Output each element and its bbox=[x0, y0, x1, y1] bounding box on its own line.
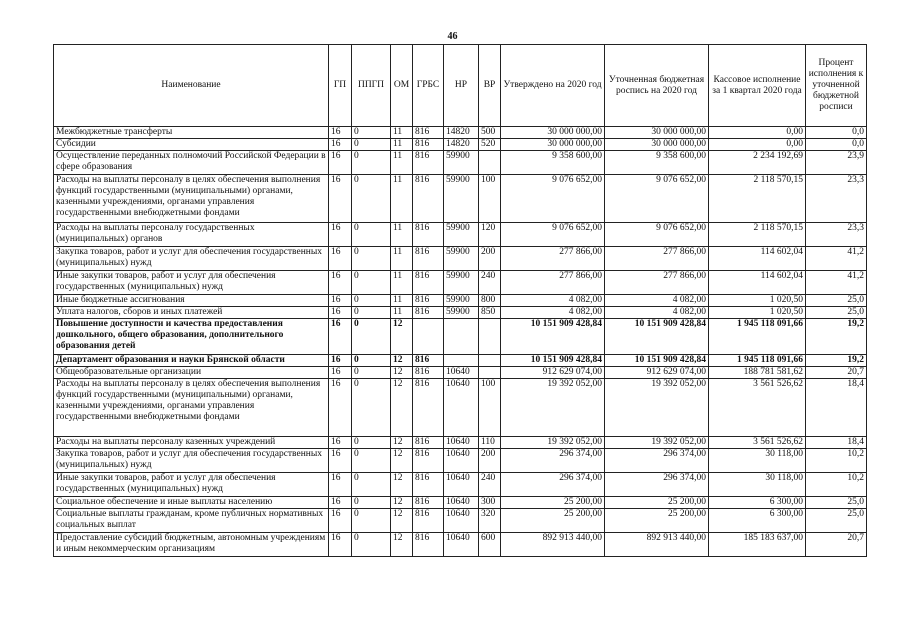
cell-refined: 30 000 000,00 bbox=[605, 127, 709, 139]
cell-nr: 10640 bbox=[444, 509, 479, 533]
cell-nr: 14820 bbox=[444, 139, 479, 151]
cell-pgp: 0 bbox=[352, 533, 391, 557]
cell-cash: 185 183 637,00 bbox=[709, 533, 806, 557]
cell-refined: 25 200,00 bbox=[605, 509, 709, 533]
table-row bbox=[54, 247, 867, 271]
cell-nr: 59900 bbox=[444, 271, 479, 295]
cell-percent: 41,2 bbox=[806, 271, 867, 295]
cell-cash: 0,00 bbox=[709, 127, 806, 139]
cell-vr: 500 bbox=[479, 127, 501, 139]
cell-gp: 16 bbox=[329, 533, 352, 557]
cell-vr: 200 bbox=[479, 449, 501, 473]
cell-om: 11 bbox=[391, 295, 413, 307]
cell-gp: 16 bbox=[329, 473, 352, 497]
table-row bbox=[54, 139, 867, 151]
cell-vr: 600 bbox=[479, 533, 501, 557]
cell-cash: 2 234 192,69 bbox=[709, 151, 806, 175]
cell-om: 12 bbox=[391, 319, 413, 355]
cell-gp: 16 bbox=[329, 319, 352, 355]
cell-grbs: 816 bbox=[413, 509, 444, 533]
cell-name: Департамент образования и науки Брянской области bbox=[54, 355, 329, 367]
cell-name: Социальное обеспечение и иные выплаты населению bbox=[54, 497, 329, 509]
cell-approved: 19 392 052,00 bbox=[501, 379, 605, 437]
cell-refined: 892 913 440,00 bbox=[605, 533, 709, 557]
cell-cash: 114 602,04 bbox=[709, 247, 806, 271]
cell-name: Повышение доступности и качества предоставления дошкольного, общего образования, дополнительного образования детей bbox=[54, 319, 329, 355]
cell-name: Субсидии bbox=[54, 139, 329, 151]
cell-percent: 25,0 bbox=[806, 295, 867, 307]
cell-om: 11 bbox=[391, 175, 413, 223]
header-percent: Процент исполнения к уточненной бюджетной росписи bbox=[806, 45, 867, 127]
cell-om: 12 bbox=[391, 533, 413, 557]
cell-name: Иные закупки товаров, работ и услуг для обеспечения государственных (муниципальных) нужд bbox=[54, 473, 329, 497]
cell-name: Закупка товаров, работ и услуг для обеспечения государственных (муниципальных) нужд bbox=[54, 247, 329, 271]
cell-om: 12 bbox=[391, 509, 413, 533]
cell-gp: 16 bbox=[329, 497, 352, 509]
cell-approved: 25 200,00 bbox=[501, 509, 605, 533]
cell-cash: 3 561 526,62 bbox=[709, 437, 806, 449]
header-name: Наименование bbox=[54, 45, 329, 127]
cell-grbs: 816 bbox=[413, 295, 444, 307]
cell-pgp: 0 bbox=[352, 473, 391, 497]
table-row bbox=[54, 127, 867, 139]
cell-nr: 59900 bbox=[444, 295, 479, 307]
cell-om: 11 bbox=[391, 271, 413, 295]
table-row bbox=[54, 379, 867, 437]
header-vr: ВР bbox=[479, 45, 501, 127]
cell-vr bbox=[479, 151, 501, 175]
cell-gp: 16 bbox=[329, 509, 352, 533]
cell-cash: 2 118 570,15 bbox=[709, 223, 806, 247]
cell-refined: 25 200,00 bbox=[605, 497, 709, 509]
cell-approved: 4 082,00 bbox=[501, 295, 605, 307]
cell-om: 12 bbox=[391, 367, 413, 379]
cell-om: 12 bbox=[391, 449, 413, 473]
table-body bbox=[54, 127, 867, 557]
cell-nr: 59900 bbox=[444, 223, 479, 247]
cell-nr: 10640 bbox=[444, 437, 479, 449]
cell-gp: 16 bbox=[329, 247, 352, 271]
cell-approved: 912 629 074,00 bbox=[501, 367, 605, 379]
cell-approved: 277 866,00 bbox=[501, 271, 605, 295]
cell-gp: 16 bbox=[329, 437, 352, 449]
cell-gp: 16 bbox=[329, 379, 352, 437]
cell-vr bbox=[479, 367, 501, 379]
cell-gp: 16 bbox=[329, 295, 352, 307]
header-approved: Утверждено на 2020 год bbox=[501, 45, 605, 127]
cell-cash: 114 602,04 bbox=[709, 271, 806, 295]
cell-om: 12 bbox=[391, 355, 413, 367]
cell-refined: 10 151 909 428,84 bbox=[605, 355, 709, 367]
cell-om: 11 bbox=[391, 127, 413, 139]
header-gp: ГП bbox=[329, 45, 352, 127]
cell-approved: 25 200,00 bbox=[501, 497, 605, 509]
cell-om: 11 bbox=[391, 307, 413, 319]
cell-name: Предоставление субсидий бюджетным, автономным учреждениям и иным некоммерческим организациям bbox=[54, 533, 329, 557]
cell-om: 11 bbox=[391, 223, 413, 247]
cell-pgp: 0 bbox=[352, 319, 391, 355]
cell-approved: 296 374,00 bbox=[501, 449, 605, 473]
cell-grbs: 816 bbox=[413, 271, 444, 295]
cell-name: Расходы на выплаты персоналу казенных учреждений bbox=[54, 437, 329, 449]
table-row bbox=[54, 175, 867, 223]
cell-cash: 188 781 581,62 bbox=[709, 367, 806, 379]
cell-grbs: 816 bbox=[413, 223, 444, 247]
cell-om: 12 bbox=[391, 497, 413, 509]
cell-pgp: 0 bbox=[352, 271, 391, 295]
cell-percent: 10,2 bbox=[806, 449, 867, 473]
cell-refined: 296 374,00 bbox=[605, 473, 709, 497]
cell-vr: 800 bbox=[479, 295, 501, 307]
header-pgp: ППГП bbox=[352, 45, 391, 127]
cell-name: Расходы на выплаты персоналу государственных (муниципальных) органов bbox=[54, 223, 329, 247]
cell-percent: 18,4 bbox=[806, 437, 867, 449]
header-nr: НР bbox=[444, 45, 479, 127]
cell-refined: 19 392 052,00 bbox=[605, 437, 709, 449]
cell-approved: 9 358 600,00 bbox=[501, 151, 605, 175]
cell-pgp: 0 bbox=[352, 379, 391, 437]
cell-cash: 6 300,00 bbox=[709, 497, 806, 509]
cell-vr: 100 bbox=[479, 379, 501, 437]
cell-pgp: 0 bbox=[352, 307, 391, 319]
cell-cash: 30 118,00 bbox=[709, 473, 806, 497]
cell-om: 11 bbox=[391, 139, 413, 151]
cell-approved: 892 913 440,00 bbox=[501, 533, 605, 557]
cell-name: Осуществление переданных полномочий Российской Федерации в сфере образования bbox=[54, 151, 329, 175]
cell-percent: 19,2 bbox=[806, 319, 867, 355]
cell-approved: 30 000 000,00 bbox=[501, 139, 605, 151]
cell-approved: 19 392 052,00 bbox=[501, 437, 605, 449]
cell-vr: 240 bbox=[479, 271, 501, 295]
header-om: ОМ bbox=[391, 45, 413, 127]
cell-pgp: 0 bbox=[352, 151, 391, 175]
cell-percent: 20,7 bbox=[806, 533, 867, 557]
cell-refined: 912 629 074,00 bbox=[605, 367, 709, 379]
cell-cash: 6 300,00 bbox=[709, 509, 806, 533]
cell-gp: 16 bbox=[329, 367, 352, 379]
table-header-row bbox=[54, 45, 867, 127]
cell-grbs: 816 bbox=[413, 533, 444, 557]
cell-percent: 0,0 bbox=[806, 127, 867, 139]
cell-om: 12 bbox=[391, 437, 413, 449]
cell-percent: 19,2 bbox=[806, 355, 867, 367]
table-row bbox=[54, 307, 867, 319]
cell-grbs: 816 bbox=[413, 367, 444, 379]
cell-pgp: 0 bbox=[352, 367, 391, 379]
cell-vr: 520 bbox=[479, 139, 501, 151]
table-row bbox=[54, 355, 867, 367]
cell-refined: 30 000 000,00 bbox=[605, 139, 709, 151]
cell-refined: 9 076 652,00 bbox=[605, 175, 709, 223]
budget-execution-table bbox=[53, 44, 867, 557]
cell-refined: 19 392 052,00 bbox=[605, 379, 709, 437]
cell-nr: 10640 bbox=[444, 473, 479, 497]
cell-percent: 18,4 bbox=[806, 379, 867, 437]
cell-nr: 10640 bbox=[444, 367, 479, 379]
cell-pgp: 0 bbox=[352, 127, 391, 139]
cell-grbs: 816 bbox=[413, 175, 444, 223]
cell-pgp: 0 bbox=[352, 449, 391, 473]
cell-om: 12 bbox=[391, 473, 413, 497]
cell-gp: 16 bbox=[329, 139, 352, 151]
cell-gp: 16 bbox=[329, 271, 352, 295]
cell-grbs: 816 bbox=[413, 437, 444, 449]
table-row bbox=[54, 497, 867, 509]
cell-name: Общеобразовательные организации bbox=[54, 367, 329, 379]
table-row bbox=[54, 449, 867, 473]
table-row bbox=[54, 319, 867, 355]
cell-percent: 41,2 bbox=[806, 247, 867, 271]
cell-pgp: 0 bbox=[352, 223, 391, 247]
cell-gp: 16 bbox=[329, 127, 352, 139]
table-row bbox=[54, 367, 867, 379]
cell-vr: 120 bbox=[479, 223, 501, 247]
cell-vr: 850 bbox=[479, 307, 501, 319]
cell-pgp: 0 bbox=[352, 139, 391, 151]
table-row bbox=[54, 533, 867, 557]
cell-percent: 25,0 bbox=[806, 509, 867, 533]
cell-approved: 277 866,00 bbox=[501, 247, 605, 271]
cell-pgp: 0 bbox=[352, 295, 391, 307]
cell-nr: 59900 bbox=[444, 151, 479, 175]
table-row bbox=[54, 437, 867, 449]
cell-refined: 296 374,00 bbox=[605, 449, 709, 473]
cell-refined: 277 866,00 bbox=[605, 247, 709, 271]
header-cash: Кассовое исполнение за 1 квартал 2020 года bbox=[709, 45, 806, 127]
header-grbs: ГРБС bbox=[413, 45, 444, 127]
cell-name: Расходы на выплаты персоналу в целях обеспечения выполнения функций государственными (муниципальными) органами, казенными учреждениями, органами управления государственными внебюджетными фондами bbox=[54, 379, 329, 437]
cell-approved: 9 076 652,00 bbox=[501, 175, 605, 223]
cell-gp: 16 bbox=[329, 355, 352, 367]
cell-pgp: 0 bbox=[352, 355, 391, 367]
cell-refined: 4 082,00 bbox=[605, 307, 709, 319]
cell-nr: 14820 bbox=[444, 127, 479, 139]
table-row bbox=[54, 473, 867, 497]
cell-grbs: 816 bbox=[413, 139, 444, 151]
cell-refined: 9 358 600,00 bbox=[605, 151, 709, 175]
cell-vr: 200 bbox=[479, 247, 501, 271]
cell-nr: 10640 bbox=[444, 497, 479, 509]
cell-cash: 1 945 118 091,66 bbox=[709, 319, 806, 355]
cell-cash: 1 020,50 bbox=[709, 307, 806, 319]
table-row bbox=[54, 509, 867, 533]
cell-vr: 320 bbox=[479, 509, 501, 533]
cell-percent: 0,0 bbox=[806, 139, 867, 151]
cell-refined: 4 082,00 bbox=[605, 295, 709, 307]
cell-pgp: 0 bbox=[352, 437, 391, 449]
cell-grbs: 816 bbox=[413, 473, 444, 497]
cell-grbs: 816 bbox=[413, 247, 444, 271]
cell-vr: 300 bbox=[479, 497, 501, 509]
cell-percent: 23,9 bbox=[806, 151, 867, 175]
cell-refined: 10 151 909 428,84 bbox=[605, 319, 709, 355]
cell-nr bbox=[444, 319, 479, 355]
cell-grbs: 816 bbox=[413, 307, 444, 319]
cell-refined: 9 076 652,00 bbox=[605, 223, 709, 247]
table-row bbox=[54, 295, 867, 307]
cell-gp: 16 bbox=[329, 151, 352, 175]
cell-pgp: 0 bbox=[352, 509, 391, 533]
cell-grbs: 816 bbox=[413, 127, 444, 139]
cell-refined: 277 866,00 bbox=[605, 271, 709, 295]
table-row bbox=[54, 151, 867, 175]
cell-nr: 10640 bbox=[444, 533, 479, 557]
cell-gp: 16 bbox=[329, 449, 352, 473]
cell-om: 12 bbox=[391, 379, 413, 437]
cell-nr: 59900 bbox=[444, 247, 479, 271]
cell-percent: 20,7 bbox=[806, 367, 867, 379]
cell-nr: 59900 bbox=[444, 307, 479, 319]
header-refined: Уточненная бюджетная роспись на 2020 год bbox=[605, 45, 709, 127]
cell-name: Межбюджетные трансферты bbox=[54, 127, 329, 139]
cell-grbs: 816 bbox=[413, 449, 444, 473]
cell-cash: 2 118 570,15 bbox=[709, 175, 806, 223]
cell-grbs: 816 bbox=[413, 355, 444, 367]
cell-grbs: 816 bbox=[413, 379, 444, 437]
cell-nr: 10640 bbox=[444, 379, 479, 437]
cell-cash: 1 945 118 091,66 bbox=[709, 355, 806, 367]
cell-grbs bbox=[413, 319, 444, 355]
cell-gp: 16 bbox=[329, 307, 352, 319]
cell-om: 11 bbox=[391, 247, 413, 271]
cell-nr: 10640 bbox=[444, 449, 479, 473]
cell-nr bbox=[444, 355, 479, 367]
cell-name: Иные закупки товаров, работ и услуг для обеспечения государственных (муниципальных) нужд bbox=[54, 271, 329, 295]
cell-om: 11 bbox=[391, 151, 413, 175]
cell-vr bbox=[479, 319, 501, 355]
cell-approved: 10 151 909 428,84 bbox=[501, 355, 605, 367]
cell-name: Иные бюджетные ассигнования bbox=[54, 295, 329, 307]
cell-pgp: 0 bbox=[352, 497, 391, 509]
cell-approved: 30 000 000,00 bbox=[501, 127, 605, 139]
cell-name: Уплата налогов, сборов и иных платежей bbox=[54, 307, 329, 319]
cell-nr: 59900 bbox=[444, 175, 479, 223]
cell-pgp: 0 bbox=[352, 247, 391, 271]
cell-percent: 23,3 bbox=[806, 175, 867, 223]
cell-gp: 16 bbox=[329, 175, 352, 223]
cell-approved: 9 076 652,00 bbox=[501, 223, 605, 247]
cell-cash: 1 020,50 bbox=[709, 295, 806, 307]
cell-vr bbox=[479, 355, 501, 367]
cell-percent: 25,0 bbox=[806, 497, 867, 509]
cell-vr: 240 bbox=[479, 473, 501, 497]
cell-percent: 10,2 bbox=[806, 473, 867, 497]
cell-approved: 4 082,00 bbox=[501, 307, 605, 319]
page-number: 46 bbox=[447, 31, 458, 42]
cell-name: Расходы на выплаты персоналу в целях обеспечения выполнения функций государственными (муниципальными) органами, казенными учреждениями, органами управления государственными внебюджетными фондами bbox=[54, 175, 329, 223]
cell-cash: 0,00 bbox=[709, 139, 806, 151]
cell-percent: 23,3 bbox=[806, 223, 867, 247]
cell-percent: 25,0 bbox=[806, 307, 867, 319]
cell-gp: 16 bbox=[329, 223, 352, 247]
table-row bbox=[54, 223, 867, 247]
cell-cash: 30 118,00 bbox=[709, 449, 806, 473]
cell-pgp: 0 bbox=[352, 175, 391, 223]
cell-name: Закупка товаров, работ и услуг для обеспечения государственных (муниципальных) нужд bbox=[54, 449, 329, 473]
cell-grbs: 816 bbox=[413, 497, 444, 509]
cell-vr: 100 bbox=[479, 175, 501, 223]
cell-cash: 3 561 526,62 bbox=[709, 379, 806, 437]
cell-approved: 10 151 909 428,84 bbox=[501, 319, 605, 355]
cell-grbs: 816 bbox=[413, 151, 444, 175]
cell-name: Социальные выплаты гражданам, кроме публичных нормативных социальных выплат bbox=[54, 509, 329, 533]
cell-approved: 296 374,00 bbox=[501, 473, 605, 497]
table-row bbox=[54, 271, 867, 295]
cell-vr: 110 bbox=[479, 437, 501, 449]
